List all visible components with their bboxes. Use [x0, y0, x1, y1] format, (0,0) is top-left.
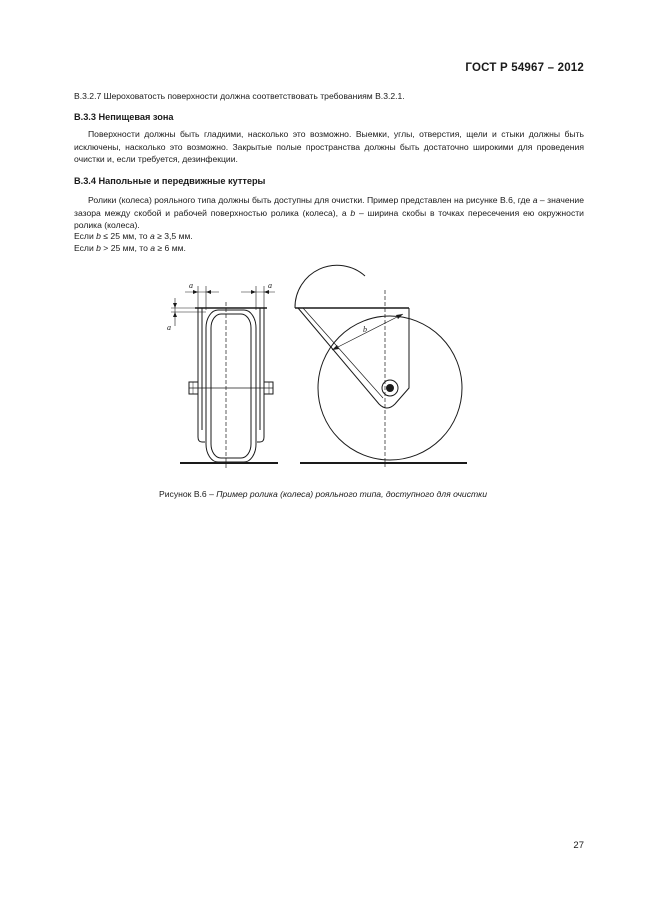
label-b: b	[363, 325, 367, 334]
wheel-front	[206, 310, 256, 462]
heading-b34: В.3.4 Напольные и передвижные куттеры	[74, 176, 266, 186]
condition-line-2	[74, 243, 186, 253]
hub-inner	[387, 385, 394, 392]
label-a-side: a	[167, 323, 171, 332]
cond2-var-b: b	[96, 243, 101, 253]
paragraph-b34-part3: – значение зазора между скобой и рабочей поверхностью ролика (колеса), а	[74, 195, 585, 218]
cond1-mid: ≤ 25 мм, то	[100, 231, 150, 241]
cond2-pre: Если	[74, 243, 97, 253]
label-a-left: a	[189, 281, 193, 290]
side-view	[295, 265, 467, 467]
cond2-post: ≥ 6 мм.	[155, 243, 186, 253]
paragraph-b33: Поверхности должны быть гладкими, насколько это возможно. Выемки, углы, отверстия, щели и стыки должны быть исключены, насколько это возможно. Закрытые полые пространства должны быть достаточно широкими для проведения очистки и, если требуется, дезинфекции.	[74, 129, 584, 165]
cond1-post: ≥ 3,5 мм.	[154, 231, 193, 241]
label-a-right: a	[268, 281, 272, 290]
var-a: a	[532, 195, 538, 205]
paragraph-b34	[74, 194, 584, 232]
front-view	[167, 281, 278, 470]
paragraph-b34-part4: – ширина скобы в точках пересечения ею окружности ролика (колеса).	[74, 207, 584, 231]
cond2-var-a: a	[150, 243, 156, 253]
cond1-var-a: a	[149, 231, 155, 241]
fork-bracket-side	[298, 308, 409, 408]
page-header-standard: ГОСТ Р 54967 – 2012	[465, 62, 584, 74]
paragraph-b34-part1: Ролики (колеса) рояльного типа должны быть доступны для очистки. Пример представлен на рисунке В.6,	[88, 195, 516, 205]
paragraph-b327: В.3.2.7 Шероховатость поверхности должна соответствовать требованиям В.3.2.1.	[74, 91, 405, 101]
cond1-var-b: b	[96, 231, 101, 241]
fork-bracket-inner	[303, 308, 383, 398]
condition-line-1	[74, 231, 193, 241]
swivel-arc	[295, 265, 365, 308]
cond1-pre: Если	[74, 231, 97, 241]
castor-wheel-figure	[165, 262, 475, 472]
heading-b33: В.3.3 Непищевая зона	[74, 112, 174, 122]
figure-caption	[0, 489, 646, 499]
page-number: 27	[573, 840, 584, 851]
caption-prefix: Рисунок В.6 –	[159, 489, 217, 499]
var-b: b	[350, 207, 356, 218]
cond2-mid: > 25 мм, то	[100, 243, 151, 253]
caption-title: Пример ролика (колеса) рояльного типа, доступного для очистки	[216, 489, 487, 499]
paragraph-b34-part2: где	[517, 195, 533, 205]
wheel-inner-front	[211, 314, 251, 458]
